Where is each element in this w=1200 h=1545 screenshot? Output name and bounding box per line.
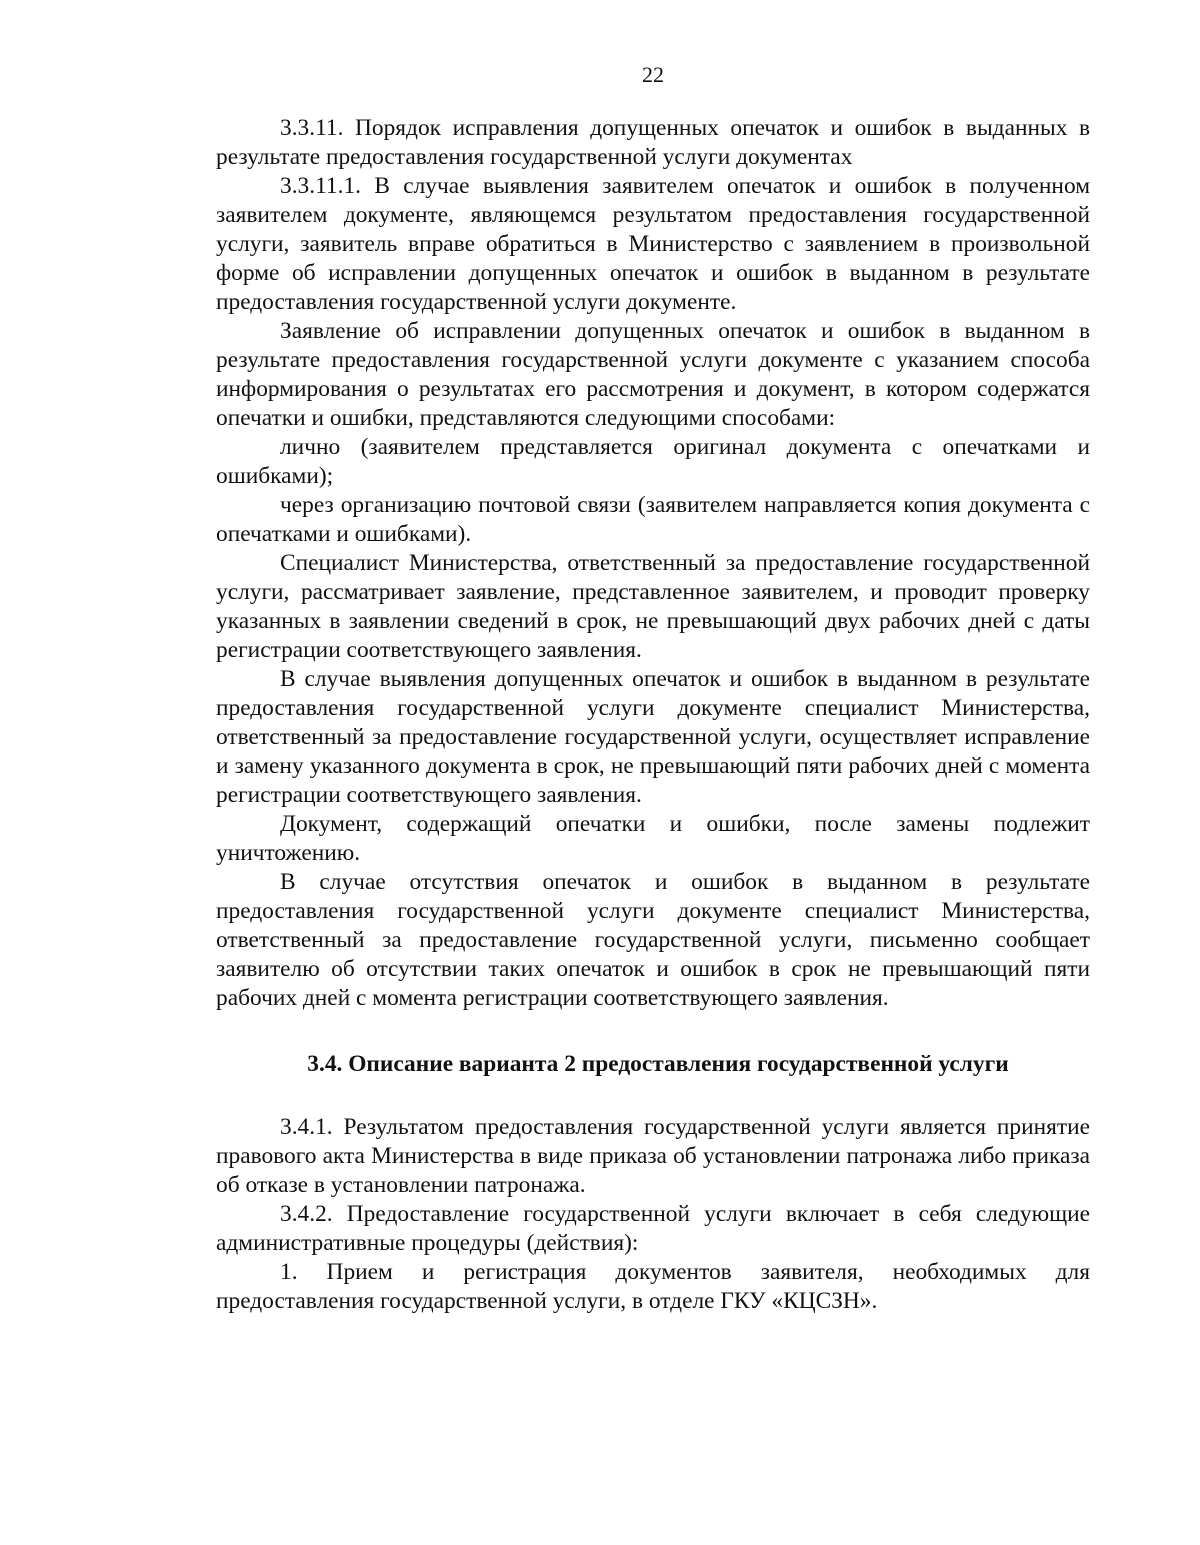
paragraph-by-post: через организацию почтовой связи (заявителем направляется копия документа с опечатками и ошибками). xyxy=(216,492,1090,547)
section-3-3-11-title: 3.3.11. Порядок исправления допущенных опечаток и ошибок в выданных в результате предоставления государственной услуги документах xyxy=(216,115,1090,170)
paragraph-specialist-review: Специалист Министерства, ответственный за предоставление государственной услуги, рассматривает заявление, представленное заявителем, и проводит проверку указанных в заявлении сведений в срок, не превышающий двух рабочих дней с даты регистрации соответствующего заявления. xyxy=(216,550,1090,663)
page-number: 22 xyxy=(642,62,664,87)
paragraph-application: Заявление об исправлении допущенных опечаток и ошибок в выданном в результате предоставления государственной услуги документе с указанием способа информирования о результатах его рассмотрения и документ, в котором содержатся опечатки и ошибки, представляются следующими способами: xyxy=(216,318,1090,431)
paragraph-3-4-1: 3.4.1. Результатом предоставления государственной услуги является принятие правового акта Министерства в виде приказа об установлении патронажа либо приказа об отказе в установлении патронажа. xyxy=(216,1114,1090,1198)
paragraph-in-person: лично (заявителем представляется оригинал документа с опечатками и ошибками); xyxy=(216,434,1090,489)
paragraph-3-4-2: 3.4.2. Предоставление государственной услуги включает в себя следующие административные процедуры (действия): xyxy=(216,1201,1090,1256)
paragraph-correction: В случае выявления допущенных опечаток и ошибок в выданном в результате предоставления государственной услуги документе специалист Министерства, ответственный за предоставление государственной услуги, осуществляет исправление и замену указанного документа в срок, не превышающий пяти рабочих дней с момента регистрации соответствующего заявления. xyxy=(216,666,1090,808)
paragraph-no-errors: В случае отсутствия опечаток и ошибок в выданном в результате предоставления государственной услуги документе специалист Министерства, ответственный за предоставление государственной услуги, письменно сообщает заявителю об отсутствии таких опечаток и ошибок в срок не превышающий пяти рабочих дней с момента регистрации соответствующего заявления. xyxy=(216,869,1090,1011)
document-body xyxy=(216,114,1090,1316)
paragraph-3-3-11-1: 3.3.11.1. В случае выявления заявителем опечаток и ошибок в полученном заявителем документе, являющемся результатом предоставления государственной услуги, заявитель вправе обратиться в Министерство с заявлением в произвольной форме об исправлении допущенных опечаток и ошибок в выданном в результате предоставления государственной услуги документе. xyxy=(216,173,1090,315)
section-3-4-heading: 3.4. Описание варианта 2 предоставления государственной услуги xyxy=(307,1051,1009,1077)
paragraph-procedure-1: 1. Прием и регистрация документов заявителя, необходимых для предоставления государственной услуги, в отделе ГКУ «КЦСЗН». xyxy=(216,1259,1090,1314)
paragraph-destruction: Документ, содержащий опечатки и ошибки, после замены подлежит уничтожению. xyxy=(216,811,1090,866)
